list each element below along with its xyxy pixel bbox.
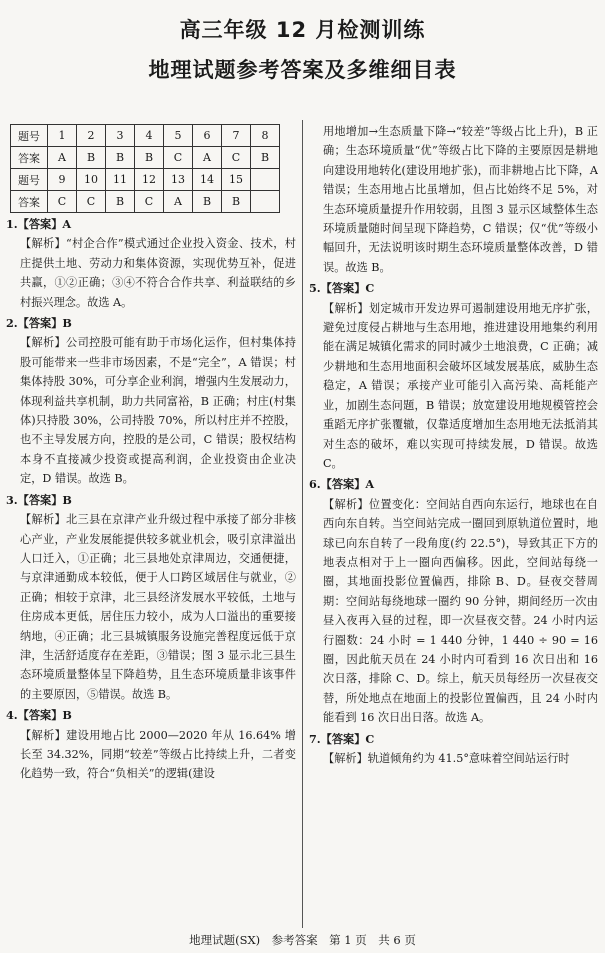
page-title: 高三年级 12 月检测训练 [179, 18, 426, 42]
table-cell: 8 [251, 125, 280, 147]
page-footer: 地理试题(SX) 参考答案 第 1 页 共 6 页 [189, 933, 416, 947]
table-cell: C [77, 191, 106, 213]
explanation: 【解析】位置变化：空间站自西向东运行，地球也在自西向东自转。当空间站完成一圈回到原轨道位置时，地球已向东自转了一段角度(约 22.5°)，导致其正下方的地表点相对于上一圈向西偏移。因此，空间站每绕一圈，其地面投影位置偏西，排除 B、D。昼夜交替周期：空间站每绕地球一圈约 90 分钟，期间经历一次由昼入夜再入昼的过程，即一次昼夜交替。24 小时内运行圈数：24 小时 = 1 440 分钟，1 440 ÷ 90 = 16 圈，因此航天员在 24 小时内可看到 16 次日出和 16 次日落，排除 C、D。综上，航天员每经历一次昼夜交替，所处地点在地面上的投影位置偏西，且 24 小时内能看到 16 次日出日落。故选 A。 [323, 497, 598, 725]
explanation: 【解析】建设用地占比 2000—2020 年从 16.64% 增长至 34.32%，同期“较差”等级占比持续上升，二者变化趋势一致，符合“负相关”的逻辑(建设 [20, 728, 296, 781]
table-cell: 4 [135, 125, 164, 147]
page-subtitle: 地理试题参考答案及多维细目表 [148, 58, 457, 82]
table-cell: B [193, 191, 222, 213]
row-header: 题号 [11, 169, 48, 191]
table-cell [251, 169, 280, 191]
answer-line: 7.【答案】C [309, 731, 375, 746]
explanation: 用地增加→生态质量下降→“较差”等级占比上升)，B 正确；生态环境质量“优”等级占比下降的主要原因是耕地向建设用地转化(建设用地扩张)，而非耕地占比下降，A 错误；生态用地占比虽增加，但占比始终不足 5%，对生态环境质量提升作用较弱，且图 3 显示区域整体生态环境质量随时间呈现下降趋势，C 错误；仅“优”等级小幅回升，无法说明该时期生态环境质量整体改善，D 错误。故选 B。 [323, 125, 598, 274]
table-cell: B [106, 191, 135, 213]
table-cell: A [48, 147, 77, 169]
table-cell: 1 [48, 125, 77, 147]
table-cell: C [222, 147, 251, 169]
table-row [11, 125, 280, 147]
question-4 [6, 706, 296, 784]
answer-line: 2.【答案】B [6, 316, 72, 331]
table-cell: 10 [77, 169, 106, 191]
table-cell: 6 [193, 125, 222, 147]
table-cell: 12 [135, 169, 164, 191]
question-7 [309, 730, 598, 769]
table-cell: 15 [222, 169, 251, 191]
explanation: 【解析】北三县在京津产业升级过程中承接了部分非核心产业，产业发展能提供较多就业机会，吸引京津溢出人口迁入，①正确；北三县地处京津周边，交通便捷，与京津通勤成本较低，便于人口跨区域居住与就业，②正确；相较于京津，北三县经济发展水平较低，土地与住房成本更低，居住压力较小，成为人口溢出的重要接纳地，④正确；北三县城镇服务设施完善程度远低于京津，生活舒适度存在差距，③错误；图 3 显示北三县生态环境质量整体呈下降趋势，且生态环境质量非该事件的主要原因，⑤错误。故选 B。 [20, 513, 296, 701]
table-row [11, 169, 280, 191]
answer-table [10, 124, 280, 213]
explanation: 【解析】公司控股可能有助于市场化运作，但村集体持股可能带来一些非市场因素，不是“完全”，A 错误；村集体持股 30%，可分享企业利润，增强内生发展动力，体现利益共享机制，助力共同富裕，B 正确；村庄(村集体)只持股 30%，公司持股 70%，所以村庄并不控股，也不主导发展方向，控股的是公司，C 错误；股权结构本身不直接减少投资或提高利润，企业投资由企业决定，D 错误。故选 B。 [20, 336, 296, 486]
table-row [11, 147, 280, 169]
answer-line: 4.【答案】B [6, 708, 72, 723]
row-header: 答案 [11, 147, 48, 169]
table-cell: 5 [164, 125, 193, 147]
row-header: 答案 [11, 191, 48, 213]
table-cell: 2 [77, 125, 106, 147]
table-cell: 13 [164, 169, 193, 191]
table-cell: 9 [48, 169, 77, 191]
table-cell: B [251, 147, 280, 169]
question-4-continued [309, 122, 598, 277]
explanation: 【解析】轨道倾角约为 41.5°意味着空间站运行时 [323, 752, 570, 765]
table-cell: 11 [106, 169, 135, 191]
explanation: 【解析】划定城市开发边界可遏制建设用地无序扩张，避免过度侵占耕地与生态用地，推进建设用地集约利用能在满足城镇化需求的同时减少土地浪费，C 正确；减少耕地和生态用地面积会破坏区域发展基底，威胁生态稳定，A 错误；承接产业可能引入高污染、高耗能产业，加剧生态问题，B 错误；放宽建设用地规模管控会重蹈无序扩张覆辙，仅靠适度增加生态用地无法抵消其对生态的破坏，难以实现可持续发展，D 错误。故选 C。 [323, 301, 598, 470]
table-cell: 7 [222, 125, 251, 147]
table-cell [251, 191, 280, 213]
table-cell: 14 [193, 169, 222, 191]
left-column [6, 122, 296, 928]
question-3 [6, 491, 296, 704]
question-6 [309, 475, 598, 727]
table-cell: A [164, 191, 193, 213]
answer-line: 6.【答案】A [309, 477, 375, 492]
question-5 [309, 279, 598, 473]
right-column [309, 122, 598, 928]
question-1 [6, 215, 296, 312]
column-divider [302, 120, 303, 928]
table-cell: 3 [106, 125, 135, 147]
table-cell: C [48, 191, 77, 213]
table-cell: A [193, 147, 222, 169]
table-cell: B [106, 147, 135, 169]
table-cell: B [77, 147, 106, 169]
answer-line: 5.【答案】C [309, 281, 375, 296]
table-cell: C [164, 147, 193, 169]
answer-line: 1.【答案】A [6, 217, 72, 231]
table-cell: B [222, 191, 251, 213]
explanation: 【解析】“村企合作”模式通过企业投入资金、技术，村庄提供土地、劳动力和集体资源，实现优势互补，促进共赢，①②正确；③④不符合合作共享、利益联结的乡村振兴理念。故选 A。 [20, 237, 296, 309]
table-row [11, 191, 280, 213]
table-cell: C [135, 191, 164, 213]
question-2 [6, 314, 296, 489]
answer-line: 3.【答案】B [6, 492, 72, 507]
row-header: 题号 [11, 125, 48, 147]
table-cell: B [135, 147, 164, 169]
